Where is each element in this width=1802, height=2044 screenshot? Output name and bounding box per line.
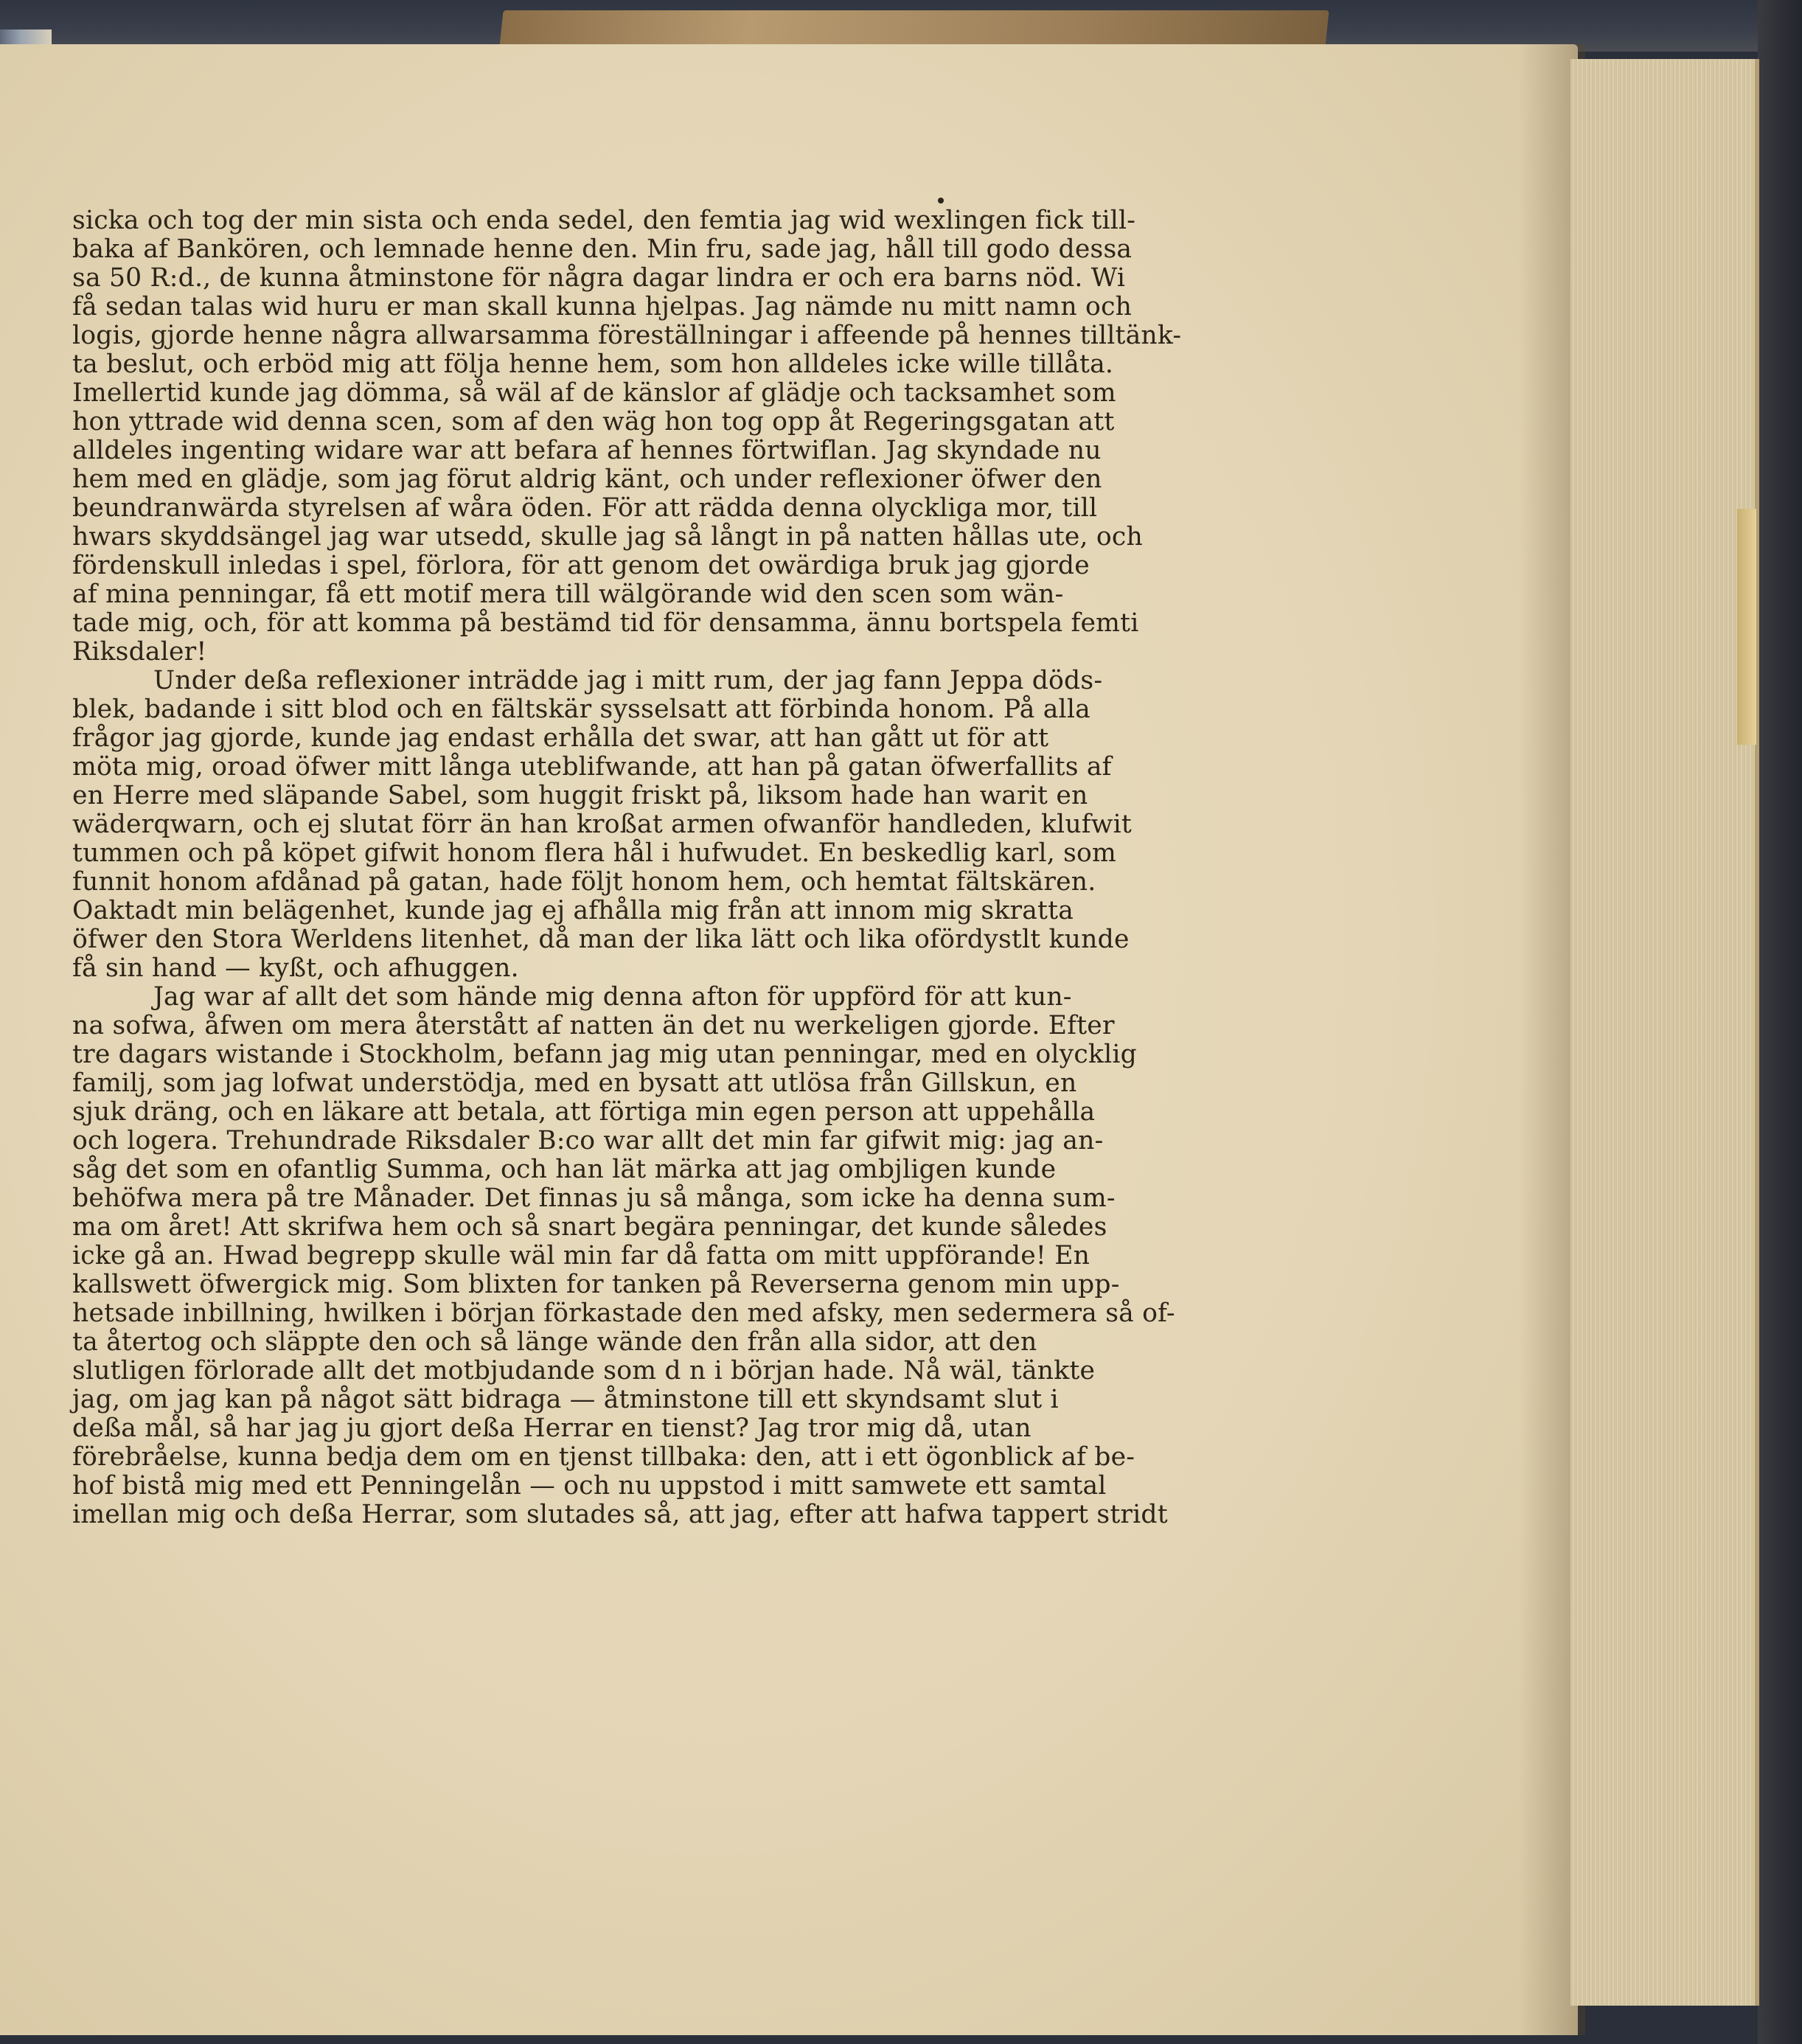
book-cover-right (1758, 0, 1802, 2044)
text-line: hem med en glädje, som jag förut aldrig känt, och under reflexioner öfwer den (72, 465, 1102, 494)
text-line: sicka och tog der min sista och enda sedel, den femtia jag wid wexlingen fick till- (72, 206, 1136, 235)
page-stack-edge (1570, 59, 1759, 2006)
text-line: hof bistå mig med ett Penningelån — och nu uppstod i mitt samwete ett samtal (72, 1471, 1107, 1501)
text-line: beundranwärda styrelsen af wåra öden. För att rädda denna olyckliga mor, till (72, 493, 1098, 523)
text-line: möta mig, oroad öfwer mitt långa uteblifwande, att han på gatan öfwerfallits af (72, 752, 1112, 782)
text-line: såg det som en ofantlig Summa, och han lät märka att jag ombjligen kunde (72, 1155, 1057, 1184)
text-line: na sofwa, åfwen om mera återstått af natten än det nu werkeligen gjorde. Efter (72, 1011, 1115, 1040)
page-text (72, 206, 1193, 1529)
text-line: fördenskull inledas i spel, förlora, för att genom det owärdiga bruk jag gjorde (72, 551, 1090, 580)
text-line: en Herre med släpande Sabel, som huggit friskt på, liksom hade han warit en (72, 781, 1088, 810)
text-line: jag, om jag kan på något sätt bidraga — åtminstone till ett skyndsamt slut i (72, 1385, 1059, 1414)
text-line: funnit honom afdånad på gatan, hade följt honom hem, och hemtat fältskären. (72, 867, 1096, 897)
text-line: icke gå an. Hwad begrepp skulle wäl min far då fatta om mitt uppförande! En (72, 1241, 1090, 1270)
text-line: behöfwa mera på tre Månader. Det finnas ju så många, som icke ha denna sum- (72, 1183, 1116, 1213)
text-line: ma om året! Att skrifwa hem och så snart begära penningar, det kunde således (72, 1212, 1107, 1242)
text-line: frågor jag gjorde, kunde jag endast erhålla det swar, att han gått ut för att (72, 723, 1049, 753)
text-line: imellan mig och deßa Herrar, som slutades så, att jag, efter att hafwa tappert stridt (72, 1500, 1168, 1529)
bookmark-strip (1737, 509, 1756, 745)
text-line: Riksdaler! (72, 637, 207, 667)
text-line: Imellertid kunde jag dömma, så wäl af de känslor af glädje och tacksamhet som (72, 378, 1116, 408)
text-line: öfwer den Stora Werldens litenhet, då man der lika lätt och lika ofördystlt kunde (72, 925, 1130, 954)
text-line: ta beslut, och erböd mig att följa henne hem, som hon alldeles icke wille tillåta. (72, 350, 1114, 379)
text-line: Under deßa reflexioner inträdde jag i mitt rum, der jag fann Jeppa döds- (153, 666, 1103, 695)
ink-mark (938, 198, 944, 204)
text-line: kallswett öfwergick mig. Som blixten for tanken på Reverserna genom min upp- (72, 1270, 1120, 1299)
text-line: hetsade inbillning, hwilken i början förkastade den med afsky, men sedermera så of- (72, 1299, 1175, 1328)
text-line: alldeles ingenting widare war att befara af hennes förtwiflan. Jag skyndade nu (72, 436, 1102, 465)
text-line: sa 50 R:d., de kunna åtminstone för några dagar lindra er och era barns nöd. Wi (72, 263, 1126, 293)
text-line: Jag war af allt det som hände mig denna afton för uppförd för att kun- (153, 982, 1072, 1012)
text-line: få sedan talas wid huru er man skall kunna hjelpas. Jag nämde nu mitt namn och (72, 292, 1133, 321)
text-line: logis, gjorde henne några allwarsamma föreställningar i affeende på hennes tilltänk- (72, 321, 1182, 350)
text-line: få sin hand — kyßt, och afhuggen. (72, 953, 519, 983)
text-line: hwars skyddsängel jag war utsedd, skulle jag så långt in på natten hållas ute, och (72, 522, 1143, 552)
text-line: slutligen förlorade allt det motbjudande som d n i början hade. Nå wäl, tänkte (72, 1356, 1096, 1386)
cover-label-strip (499, 10, 1329, 47)
text-line: och logera. Trehundrade Riksdaler B:co war allt det min far gifwit mig: jag an- (72, 1126, 1104, 1155)
text-line: Oaktadt min belägenhet, kunde jag ej afhålla mig från att innom mig skratta (72, 896, 1074, 925)
text-line: tummen och på köpet gifwit honom flera hål i hufwudet. En beskedlig karl, som (72, 838, 1117, 868)
text-line: blek, badande i sitt blod och en fältskär sysselsatt att förbinda honom. På alla (72, 695, 1090, 724)
text-line: sjuk dräng, och en läkare att betala, att förtiga min egen person att uppehålla (72, 1097, 1096, 1127)
text-line: wäderqwarn, och ej slutat förr än han kroßat armen ofwanför handleden, klufwit (72, 810, 1132, 839)
text-line: tre dagars wistande i Stockholm, befann jag mig utan penningar, med en olycklig (72, 1040, 1137, 1069)
text-line: deßa mål, så har jag ju gjort deßa Herrar en tienst? Jag tror mig då, utan (72, 1414, 1032, 1443)
text-line: ta återtog och släppte den och så länge wände den från alla sidor, att den (72, 1327, 1037, 1357)
text-line: hon yttrade wid denna scen, som af den wäg hon tog opp åt Regeringsgatan att (72, 407, 1115, 437)
text-line: af mina penningar, få ett motif mera till wälgörande wid den scen som wän- (72, 580, 1064, 609)
text-line: familj, som jag lofwat understödja, med en bysatt att utlösa från Gillskun, en (72, 1068, 1077, 1098)
text-line: tade mig, och, för att komma på bestämd tid för densamma, ännu bortspela femti (72, 608, 1139, 638)
text-line: baka af Bankören, och lemnade henne den. Min fru, sade jag, håll till godo dessa (72, 234, 1133, 264)
text-line: förebråelse, kunna bedja dem om en tjenst tillbaka: den, att i ett ögonblick af be- (72, 1442, 1135, 1472)
